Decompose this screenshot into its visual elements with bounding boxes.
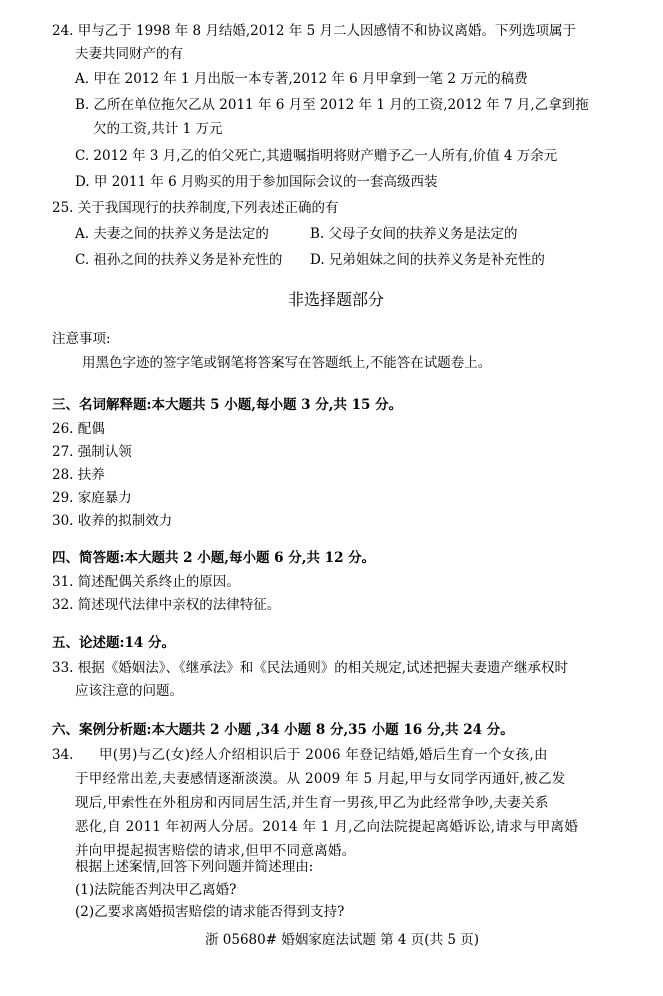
q25-option-d: D. 兄弟姐妹之间的扶养义务是补充性的	[310, 252, 545, 268]
q25-option-b: B. 父母子女间的扶养义务是法定的	[310, 226, 518, 242]
part6-question-number: 34.	[52, 747, 74, 763]
page-footer: 浙 05680# 婚姻家庭法试题 第 4 页(共 5 页)	[205, 932, 480, 948]
notice-label: 注意事项:	[52, 331, 111, 347]
section-title: 非选择题部分	[288, 290, 385, 309]
case-line-2: 于甲经常出差,夫妻感情逐渐淡漠。从 2009 年 5 月起,甲与女同学丙通奸,被乙发	[75, 771, 566, 787]
part3-heading: 三、名词解释题:本大题共 5 小题,每小题 3 分,共 15 分。	[52, 397, 403, 413]
part3-item-27: 27. 强制认领	[52, 444, 132, 460]
q25-option-c: C. 祖孙之间的扶养义务是补充性的	[75, 252, 283, 268]
case-sub-question-2: (2)乙要求离婚损害赔偿的请求能否得到支持?	[75, 904, 345, 920]
part5-question-line1: 33. 根据《婚姻法》、《继承法》和《民法通则》的相关规定,试述把握夫妻遗产继承权时	[52, 660, 569, 676]
q24-option-d: D. 甲 2011 年 6 月购买的用于参加国际会议的一套高级西装	[75, 174, 438, 190]
case-line-4: 恶化,自 2011 年初两人分居。2014 年 1 月,乙向法院提起离婚诉讼,请求与甲离婚	[75, 819, 579, 835]
part5-question-line2: 应该注意的问题。	[75, 683, 183, 699]
case-line-3: 现后,甲索性在外租房和丙同居生活,并生育一男孩,甲乙为此经常争吵,夫妻关系	[75, 795, 549, 811]
notice-text: 用黑色字迹的签字笔或钢笔将答案写在答题纸上,不能答在试题卷上。	[82, 355, 492, 371]
q24-option-c: C. 2012 年 3 月,乙的伯父死亡,其遗嘱指明将财产赠予乙一人所有,价值 4 万余元	[75, 148, 558, 164]
q24-option-b-line1: B. 乙所在单位拖欠乙从 2011 年 6 月至 2012 年 1 月的工资,2012 年 7 月,乙拿到拖	[75, 97, 589, 113]
part4-heading: 四、简答题:本大题共 2 小题,每小题 6 分,共 12 分。	[52, 550, 376, 566]
q24-option-b-line2: 欠的工资,共计 1 万元	[93, 121, 223, 137]
part3-item-30: 30. 收养的拟制效力	[52, 513, 173, 529]
part3-item-29: 29. 家庭暴力	[52, 490, 132, 506]
case-line-5: 并向甲提起损害赔偿的请求,但甲不同意离婚。	[75, 843, 356, 859]
part3-item-26: 26. 配偶	[52, 421, 105, 437]
case-prompt: 根据上述案情,回答下列问题并简述理由:	[75, 859, 314, 875]
q24-option-a: A. 甲在 2012 年 1 月出版一本专著,2012 年 6 月甲拿到一笔 2 万元的稿费	[75, 71, 528, 87]
part4-item-32: 32. 简述现代法律中亲权的法律特征。	[52, 597, 281, 613]
case-line-1: 甲(男)与乙(女)经人介绍相识后于 2006 年登记结婚,婚后生育一个女孩,由	[99, 747, 548, 763]
part6-heading: 六、案例分析题:本大题共 2 小题 ,34 小题 8 分,35 小题 16 分,共 24 分。	[52, 722, 514, 738]
q25-stem: 25. 关于我国现行的扶养制度,下列表述正确的有	[52, 200, 339, 216]
case-sub-question-1: (1)法院能否判决甲乙离婚?	[75, 882, 237, 898]
part4-item-31: 31. 简述配偶关系终止的原因。	[52, 574, 240, 590]
q24-stem-line1: 24. 甲与乙于 1998 年 8 月结婚,2012 年 5 月二人因感情不和协议离婚。下列选项属于	[52, 23, 576, 39]
part3-item-28: 28. 扶养	[52, 467, 105, 483]
q25-option-a: A. 夫妻之间的扶养义务是法定的	[75, 226, 269, 242]
q24-stem-line2: 夫妻共同财产的有	[75, 46, 183, 62]
part5-heading: 五、论述题:14 分。	[52, 635, 175, 651]
